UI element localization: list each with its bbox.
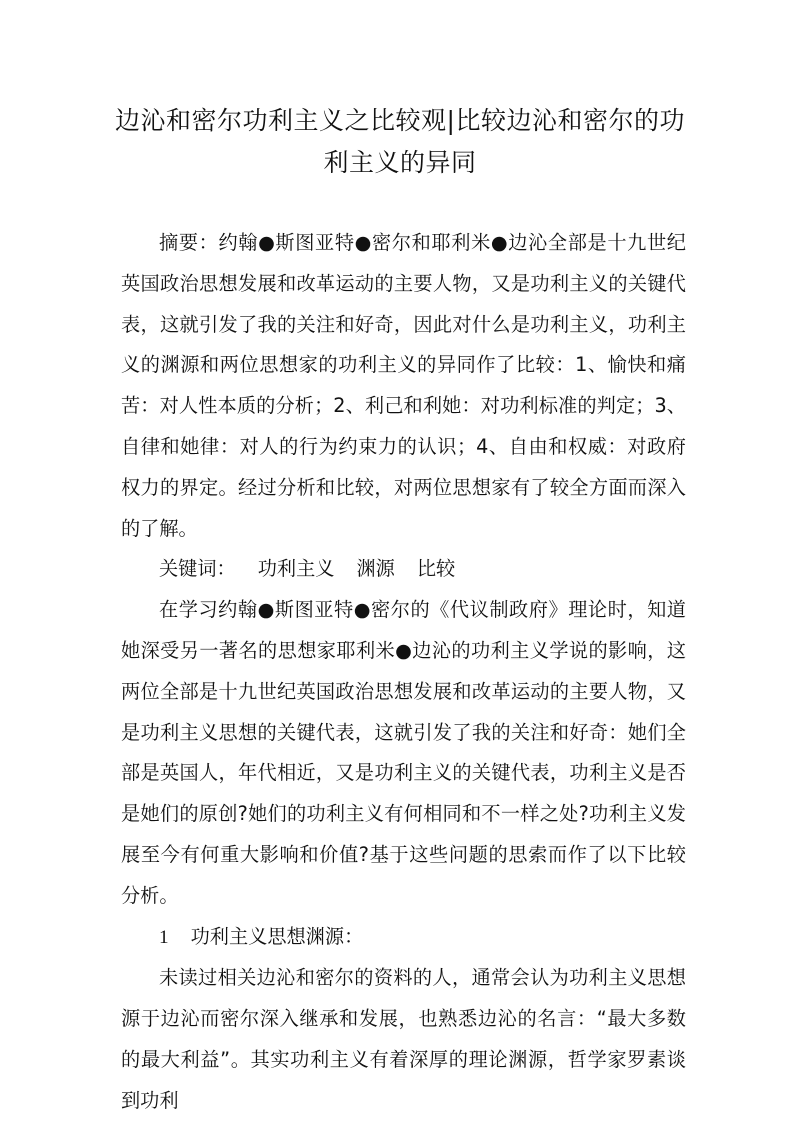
keyword-item: 比较 — [416, 557, 456, 581]
section-number: 1 — [159, 926, 169, 948]
document-title: 边沁和密尔功利主义之比较观|比较边沁和密尔的功利主义的异同 — [115, 106, 685, 177]
abstract-paragraph: 摘要：约翰●斯图亚特●密尔和耶利米●边沁全部是十九世纪英国政治思想发展和改革运动的主要人物，又是功利主义的关键代表，这就引发了我的关注和好奇，因此对什么是功利主义，功利主义的渊源和两位思想家的功利主义的异同作了比较：1、愉快和痛苦：对人性本质的分析；2、利己和利她：对功利标准的判定；3、自律和她律：对人的行为约束力的认识；4、自由和权威：对政府权力的界定。经过分析和比较，对两位思想家有了较全方面而深入的了解。 — [121, 231, 686, 540]
section-heading-text: 功利主义思想渊源： — [190, 924, 364, 948]
keywords-label: 关键词： — [159, 557, 236, 581]
section-paragraph: 未读过相关边沁和密尔的资料的人，通常会认为功利主义思想源于边沁而密尔深入继承和发展，也熟悉边沁的名言：“最大多数的最大利益”。其实功利主义有着深厚的理论渊源，哲学家罗素谈到功利 — [121, 966, 686, 1112]
keyword-item: 渊源 — [356, 557, 395, 581]
section-heading — [121, 917, 686, 959]
intro-paragraph: 在学习约翰●斯图亚特●密尔的《代议制政府》理论时，知道她深受另一著名的思想家耶利米●边沁的功利主义学说的影响，这两位全部是十九世纪英国政治思想发展和改革运动的主要人物，又是功利主义思想的关键代表，这就引发了我的关注和好奇：她们全部是英国人，年代相近，又是功利主义的关键代表，功利主义是否是她们的原创?她们的功利主义有何相同和不一样之处?功利主义发展至今有何重大影响和价值?基于这些问题的思索而作了以下比较分析。 — [121, 598, 686, 907]
keyword-item: 功利主义 — [257, 557, 335, 581]
document-body — [121, 223, 686, 1122]
keywords-line — [121, 549, 686, 590]
